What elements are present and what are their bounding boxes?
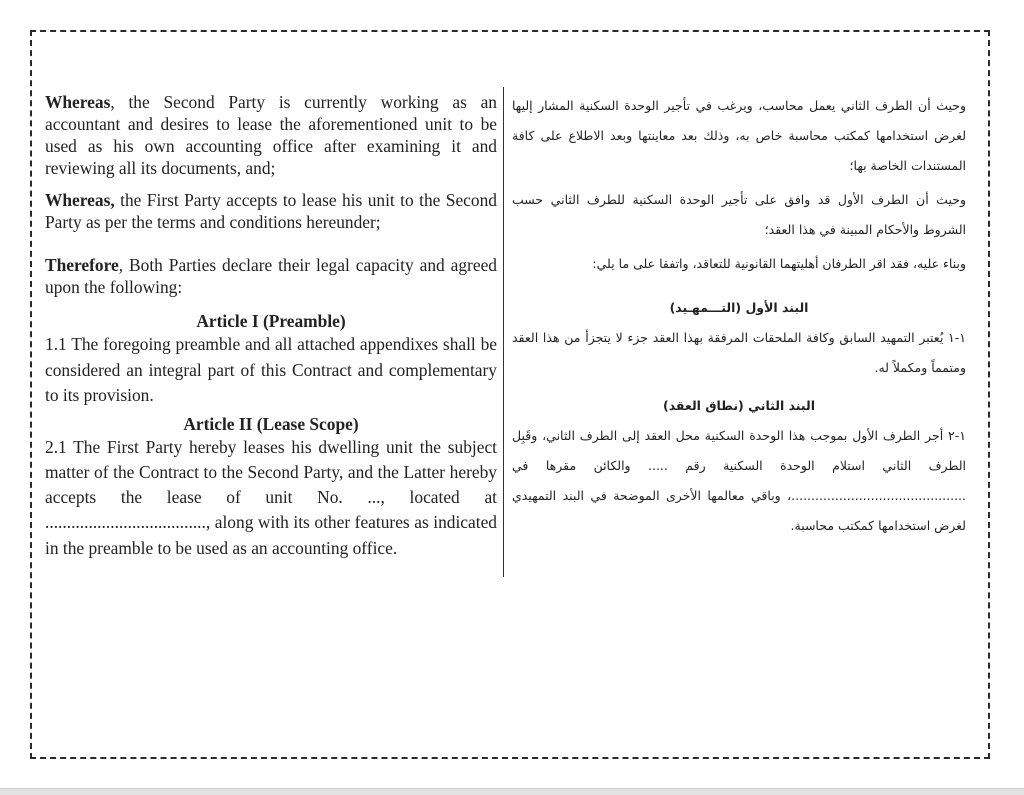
arabic-therefore-paragraph: وبناء عليه، فقد اقر الطرفان أهليتهما القانونية للتعاقد، واتفقا على ما يلي: [592, 256, 966, 271]
article-2-text: 2.1 The First Party hereby leases his dwelling unit the subject matter of the Contract to the Second Party, and the Latter hereby accepts the lease of unit No. ..., located at ....................................., along with its other features as indicated in the preamble to be used as an accounting office. [45, 436, 497, 558]
article-2-title: Article II (Lease Scope) [183, 413, 359, 434]
whereas-paragraph-1: Whereas, the Second Party is currently working as an accountant and desires to lease the aforementioned unit to be used as his own accounting office after examining it and reviewing all its documents, and; [45, 92, 497, 178]
arabic-article-2-title: البند الثاني (نطاق العقد) [663, 398, 815, 413]
arabic-column [512, 91, 966, 541]
whereas-paragraph-2: Whereas, the First Party accepts to lease his unit to the Second Party as per the terms and conditions hereunder; [45, 190, 497, 232]
arabic-whereas-paragraph-1: وحيث أن الطرف الثاني يعمل محاسب، ويرغب في تأجير الوحدة السكنية المشار إليها لغرض استخدامها كمكتب محاسبة خاص به، وذلك بعد معاينتها وبعد الاطلاع على كافة المستندات الخاصة بها؛ [512, 98, 966, 173]
therefore-paragraph: Therefore, Both Parties declare their legal capacity and agreed upon the following: [45, 255, 497, 297]
article-1-text: 1.1 The foregoing preamble and all attached appendixes shall be considered an integral part of this Contract and complementary to its provision. [45, 334, 497, 405]
article-1-title: Article I (Preamble) [196, 311, 346, 331]
arabic-whereas-paragraph-2: وحيث أن الطرف الأول قد وافق على تأجير الوحدة السكنية للطرف الثاني حسب الشروط والأحكام المبينة في هذا العقد؛ [512, 192, 966, 237]
column-divider [503, 87, 504, 577]
arabic-article-1-text: ١-١ يُعتبر التمهيد السابق وكافة الملحقات المرفقة بهذا العقد جزء لا يتجزأ من هذا العقد ومتمماً ومكملاً له. [512, 330, 966, 375]
arabic-article-2-text: ١-٢ أجر الطرف الأول بموجب هذا الوحدة السكنية محل العقد إلى الطرف الثاني، وقَبِل الطرف الثاني استلام الوحدة السكنية رقم ..... والكائن مقرها في ............................................، وباقي معالمها الأخرى الموضحة في البند التمهيدي لغرض استخدامها كمكتب محاسبة. [512, 428, 966, 533]
arabic-article-1-title: البند الأول (التـــمهـيد) [669, 300, 809, 315]
english-column [45, 91, 497, 561]
